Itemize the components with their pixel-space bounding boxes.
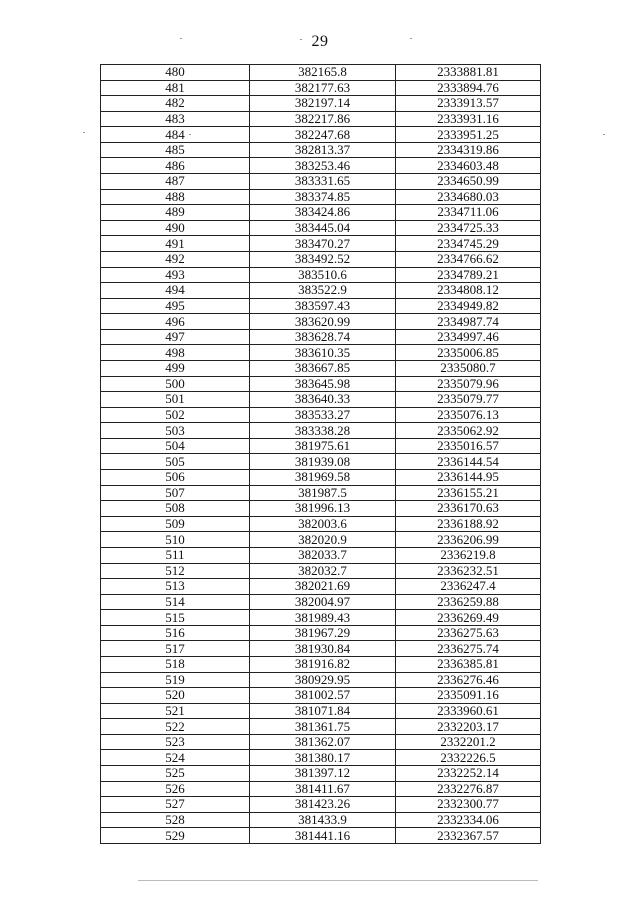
table-row — [101, 470, 541, 486]
table-row — [101, 734, 541, 750]
y-coordinate-cell: 2334725.33 — [396, 220, 541, 236]
x-coordinate-cell: 382003.6 — [250, 516, 396, 532]
point-number-cell: 509 — [101, 516, 250, 532]
y-coordinate-cell: 2336269.49 — [396, 610, 541, 626]
point-number-cell: 481 — [101, 80, 250, 96]
x-coordinate-cell: 382813.37 — [250, 142, 396, 158]
x-coordinate-cell: 383533.27 — [250, 407, 396, 423]
point-number-cell: 507 — [101, 485, 250, 501]
y-coordinate-cell: 2333894.76 — [396, 80, 541, 96]
x-coordinate-cell: 383597.43 — [250, 298, 396, 314]
x-coordinate-cell: 381916.82 — [250, 656, 396, 672]
point-number-cell: 525 — [101, 766, 250, 782]
point-number-cell: 513 — [101, 579, 250, 595]
point-number-cell: 517 — [101, 641, 250, 657]
x-coordinate-cell: 381433.9 — [250, 812, 396, 828]
table-row — [101, 750, 541, 766]
y-coordinate-cell: 2335016.57 — [396, 438, 541, 454]
point-number-cell: 522 — [101, 719, 250, 735]
point-number-cell: 526 — [101, 781, 250, 797]
coordinates-table-body — [101, 65, 541, 844]
y-coordinate-cell: 2336259.88 — [396, 594, 541, 610]
table-row — [101, 158, 541, 174]
point-number-cell: 510 — [101, 532, 250, 548]
x-coordinate-cell: 383338.28 — [250, 423, 396, 439]
y-coordinate-cell: 2333960.61 — [396, 703, 541, 719]
x-coordinate-cell: 383667.85 — [250, 360, 396, 376]
scan-speck — [83, 132, 85, 133]
point-number-cell: 514 — [101, 594, 250, 610]
table-row — [101, 360, 541, 376]
x-coordinate-cell: 381975.61 — [250, 438, 396, 454]
point-number-cell: 485 — [101, 142, 250, 158]
x-coordinate-cell: 382197.14 — [250, 96, 396, 112]
x-coordinate-cell: 383374.85 — [250, 189, 396, 205]
y-coordinate-cell: 2335006.85 — [396, 345, 541, 361]
x-coordinate-cell: 381397.12 — [250, 766, 396, 782]
point-number-cell: 520 — [101, 688, 250, 704]
point-number-cell: 524 — [101, 750, 250, 766]
point-number-cell: 523 — [101, 734, 250, 750]
x-coordinate-cell: 383253.46 — [250, 158, 396, 174]
table-row — [101, 220, 541, 236]
x-coordinate-cell: 381361.75 — [250, 719, 396, 735]
y-coordinate-cell: 2336206.99 — [396, 532, 541, 548]
point-number-cell: 486 — [101, 158, 250, 174]
table-row — [101, 236, 541, 252]
table-row — [101, 423, 541, 439]
point-number-cell: 496 — [101, 314, 250, 330]
y-coordinate-cell: 2336170.63 — [396, 501, 541, 517]
x-coordinate-cell: 381967.29 — [250, 625, 396, 641]
point-number-cell: 488 — [101, 189, 250, 205]
table-row — [101, 766, 541, 782]
table-row — [101, 828, 541, 844]
x-coordinate-cell: 382247.68 — [250, 127, 396, 143]
y-coordinate-cell: 2334949.82 — [396, 298, 541, 314]
table-row — [101, 111, 541, 127]
point-number-cell: 495 — [101, 298, 250, 314]
table-row — [101, 174, 541, 190]
x-coordinate-cell: 381930.84 — [250, 641, 396, 657]
y-coordinate-cell: 2336144.95 — [396, 470, 541, 486]
x-coordinate-cell: 383470.27 — [250, 236, 396, 252]
point-number-cell: 497 — [101, 329, 250, 345]
scan-speck — [300, 39, 302, 40]
x-coordinate-cell: 381362.07 — [250, 734, 396, 750]
point-number-cell: 521 — [101, 703, 250, 719]
point-number-cell: 484 — [101, 127, 250, 143]
table-row — [101, 625, 541, 641]
point-number-cell: 480 — [101, 65, 250, 81]
table-row — [101, 485, 541, 501]
y-coordinate-cell: 2332252.14 — [396, 766, 541, 782]
x-coordinate-cell: 381411.67 — [250, 781, 396, 797]
point-number-cell: 500 — [101, 376, 250, 392]
y-coordinate-cell: 2335079.96 — [396, 376, 541, 392]
point-number-cell: 502 — [101, 407, 250, 423]
table-row — [101, 298, 541, 314]
point-number-cell: 512 — [101, 563, 250, 579]
x-coordinate-cell: 383628.74 — [250, 329, 396, 345]
x-coordinate-cell: 382020.9 — [250, 532, 396, 548]
table-row — [101, 376, 541, 392]
table-row — [101, 267, 541, 283]
table-row — [101, 516, 541, 532]
y-coordinate-cell: 2334711.06 — [396, 205, 541, 221]
y-coordinate-cell: 2335062.92 — [396, 423, 541, 439]
y-coordinate-cell: 2336155.21 — [396, 485, 541, 501]
x-coordinate-cell: 381380.17 — [250, 750, 396, 766]
y-coordinate-cell: 2335080.7 — [396, 360, 541, 376]
table-row — [101, 812, 541, 828]
y-coordinate-cell: 2332201.2 — [396, 734, 541, 750]
point-number-cell: 529 — [101, 828, 250, 844]
y-coordinate-cell: 2336188.92 — [396, 516, 541, 532]
table-row — [101, 345, 541, 361]
table-row — [101, 672, 541, 688]
table-row — [101, 579, 541, 595]
x-coordinate-cell: 382032.7 — [250, 563, 396, 579]
x-coordinate-cell: 383522.9 — [250, 283, 396, 299]
table-row — [101, 641, 541, 657]
point-number-cell: 493 — [101, 267, 250, 283]
x-coordinate-cell: 381987.5 — [250, 485, 396, 501]
point-number-cell: 499 — [101, 360, 250, 376]
point-number-cell: 511 — [101, 547, 250, 563]
x-coordinate-cell: 381423.26 — [250, 797, 396, 813]
point-number-cell: 482 — [101, 96, 250, 112]
y-coordinate-cell: 2336275.63 — [396, 625, 541, 641]
y-coordinate-cell: 2335091.16 — [396, 688, 541, 704]
point-number-cell: 503 — [101, 423, 250, 439]
point-number-cell: 528 — [101, 812, 250, 828]
y-coordinate-cell: 2334789.21 — [396, 267, 541, 283]
x-coordinate-cell: 381969.58 — [250, 470, 396, 486]
table-row — [101, 142, 541, 158]
table-row — [101, 392, 541, 408]
point-number-cell: 501 — [101, 392, 250, 408]
x-coordinate-cell: 382165.8 — [250, 65, 396, 81]
point-number-cell: 494 — [101, 283, 250, 299]
table-row — [101, 329, 541, 345]
x-coordinate-cell: 383331.65 — [250, 174, 396, 190]
y-coordinate-cell: 2334766.62 — [396, 251, 541, 267]
y-coordinate-cell: 2333913.57 — [396, 96, 541, 112]
point-number-cell: 492 — [101, 251, 250, 267]
y-coordinate-cell: 2332203.17 — [396, 719, 541, 735]
table-row — [101, 314, 541, 330]
table-row — [101, 547, 541, 563]
y-coordinate-cell: 2333951.25 — [396, 127, 541, 143]
point-number-cell: 515 — [101, 610, 250, 626]
table-row — [101, 656, 541, 672]
y-coordinate-cell: 2336275.74 — [396, 641, 541, 657]
point-number-cell: 490 — [101, 220, 250, 236]
x-coordinate-cell: 380929.95 — [250, 672, 396, 688]
y-coordinate-cell: 2335079.77 — [396, 392, 541, 408]
y-coordinate-cell: 2336232.51 — [396, 563, 541, 579]
point-number-cell: 506 — [101, 470, 250, 486]
point-number-cell: 518 — [101, 656, 250, 672]
scan-speck — [189, 134, 191, 135]
x-coordinate-cell: 383492.52 — [250, 251, 396, 267]
y-coordinate-cell: 2334319.86 — [396, 142, 541, 158]
table-row — [101, 501, 541, 517]
x-coordinate-cell: 382177.63 — [250, 80, 396, 96]
table-row — [101, 688, 541, 704]
y-coordinate-cell: 2334987.74 — [396, 314, 541, 330]
point-number-cell: 519 — [101, 672, 250, 688]
y-coordinate-cell: 2333931.16 — [396, 111, 541, 127]
y-coordinate-cell: 2332226.5 — [396, 750, 541, 766]
y-coordinate-cell: 2334745.29 — [396, 236, 541, 252]
x-coordinate-cell: 383620.99 — [250, 314, 396, 330]
x-coordinate-cell: 383445.04 — [250, 220, 396, 236]
table-row — [101, 594, 541, 610]
point-number-cell: 489 — [101, 205, 250, 221]
x-coordinate-cell: 381071.84 — [250, 703, 396, 719]
table-row — [101, 127, 541, 143]
point-number-cell: 491 — [101, 236, 250, 252]
table-row — [101, 610, 541, 626]
y-coordinate-cell: 2336247.4 — [396, 579, 541, 595]
y-coordinate-cell: 2332300.77 — [396, 797, 541, 813]
point-number-cell: 487 — [101, 174, 250, 190]
page-number: 29 — [311, 33, 329, 50]
scan-speck — [603, 134, 605, 135]
x-coordinate-cell: 382217.86 — [250, 111, 396, 127]
point-number-cell: 527 — [101, 797, 250, 813]
table-row — [101, 438, 541, 454]
x-coordinate-cell: 381939.08 — [250, 454, 396, 470]
x-coordinate-cell: 381441.16 — [250, 828, 396, 844]
y-coordinate-cell: 2334680.03 — [396, 189, 541, 205]
table-row — [101, 407, 541, 423]
table-row — [101, 96, 541, 112]
point-number-cell: 483 — [101, 111, 250, 127]
x-coordinate-cell: 381996.13 — [250, 501, 396, 517]
y-coordinate-cell: 2332367.57 — [396, 828, 541, 844]
table-row — [101, 563, 541, 579]
scan-speck — [180, 38, 182, 39]
y-coordinate-cell: 2333881.81 — [396, 65, 541, 81]
table-row — [101, 797, 541, 813]
table-row — [101, 189, 541, 205]
scan-speck — [410, 38, 412, 39]
table-row — [101, 251, 541, 267]
y-coordinate-cell: 2334650.99 — [396, 174, 541, 190]
table-row — [101, 283, 541, 299]
point-number-cell: 504 — [101, 438, 250, 454]
x-coordinate-cell: 383645.98 — [250, 376, 396, 392]
y-coordinate-cell: 2336385.81 — [396, 656, 541, 672]
y-coordinate-cell: 2334808.12 — [396, 283, 541, 299]
table-row — [101, 703, 541, 719]
y-coordinate-cell: 2336219.8 — [396, 547, 541, 563]
point-number-cell: 498 — [101, 345, 250, 361]
point-number-cell: 516 — [101, 625, 250, 641]
table-row — [101, 205, 541, 221]
table-row — [101, 80, 541, 96]
coordinates-table — [100, 64, 541, 844]
x-coordinate-cell: 381002.57 — [250, 688, 396, 704]
point-number-cell: 505 — [101, 454, 250, 470]
x-coordinate-cell: 382004.97 — [250, 594, 396, 610]
x-coordinate-cell: 383610.35 — [250, 345, 396, 361]
x-coordinate-cell: 383424.86 — [250, 205, 396, 221]
x-coordinate-cell: 383510.6 — [250, 267, 396, 283]
x-coordinate-cell: 383640.33 — [250, 392, 396, 408]
y-coordinate-cell: 2335076.13 — [396, 407, 541, 423]
y-coordinate-cell: 2336144.54 — [396, 454, 541, 470]
y-coordinate-cell: 2332276.87 — [396, 781, 541, 797]
x-coordinate-cell: 381989.43 — [250, 610, 396, 626]
point-number-cell: 508 — [101, 501, 250, 517]
table-row — [101, 719, 541, 735]
y-coordinate-cell: 2336276.46 — [396, 672, 541, 688]
bottom-rule — [138, 880, 538, 881]
table-row — [101, 454, 541, 470]
x-coordinate-cell: 382021.69 — [250, 579, 396, 595]
y-coordinate-cell: 2332334.06 — [396, 812, 541, 828]
table-row — [101, 532, 541, 548]
table-row — [101, 781, 541, 797]
x-coordinate-cell: 382033.7 — [250, 547, 396, 563]
y-coordinate-cell: 2334603.48 — [396, 158, 541, 174]
table-row — [101, 65, 541, 81]
y-coordinate-cell: 2334997.46 — [396, 329, 541, 345]
